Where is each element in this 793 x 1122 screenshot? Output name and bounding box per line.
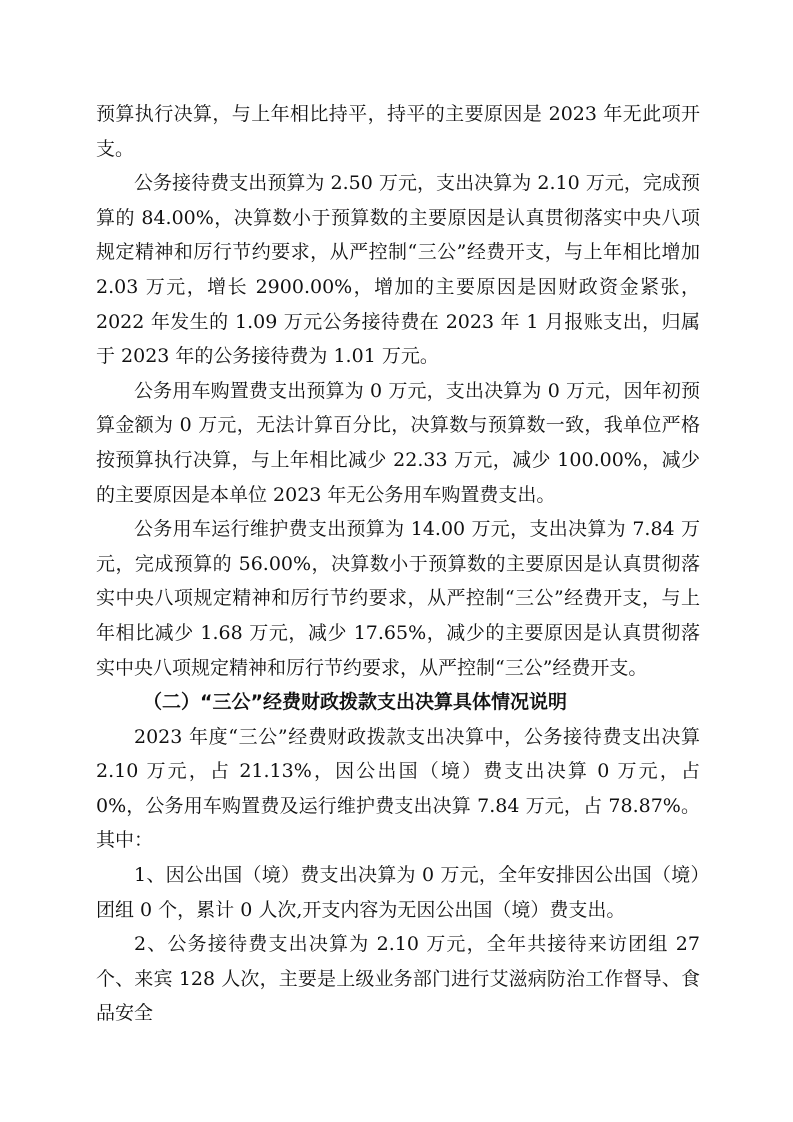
paragraph-item-2: 2、公务接待费支出决算为 2.10 万元，全年共接待来访团组 27 个、来宾 128 人次，主要是上级业务部门进行艾滋病防治工作督导、食品安全: [96, 933, 700, 1025]
paragraph-reception-expense: 公务接待费支出预算为 2.50 万元，支出决算为 2.10 万元，完成预算的 84.00%，决算数小于预算数的主要原因是认真贯彻落实中央八项规定精神和厉行节约要求，从严控制“三公”经费开支，与上年相比增加 2.03 万元，增长 2900.00%，增加的主要原因是因财政资金紧张，2022 年发生的 1.09 万元公务接待费在 2023 年 1 月报账支出，归属于 2023 年的公务接待费为 1.01 万元。: [96, 172, 700, 368]
paragraph-continuation: 预算执行决算，与上年相比持平，持平的主要原因是 2023 年无此项开支。: [96, 103, 700, 160]
paragraph-vehicle-maintenance: 公务用车运行维护费支出预算为 14.00 万元，支出决算为 7.84 万元，完成预算的 56.00%，决算数小于预算数的主要原因是认真贯彻落实中央八项规定精神和厉行节约要求，从严控制“三公”经费开支，与上年相比减少 1.68 万元，减少 17.65%，减少的主要原因是认真贯彻落实中央八项规定精神和厉行节约要求，从严控制“三公”经费开支。: [96, 518, 700, 679]
paragraph-summary: 2023 年度“三公”经费财政拨款支出决算中，公务接待费支出决算 2.10 万元，占 21.13%，因公出国（境）费支出决算 0 万元，占 0%，公务用车购置费及运行维护费支出决算 7.84 万元，占 78.87%。其中：: [96, 725, 700, 852]
document-body: [96, 97, 700, 1031]
section-heading: （二）“三公”经费财政拨款支出决算具体情况说明: [143, 691, 567, 714]
paragraph-item-1: 1、因公出国（境）费支出决算为 0 万元，全年安排因公出国（境）团组 0 个，累计 0 人次,开支内容为无因公出国（境）费支出。: [96, 864, 700, 921]
paragraph-vehicle-purchase: 公务用车购置费支出预算为 0 万元，支出决算为 0 万元，因年初预算金额为 0 万元，无法计算百分比，决算数与预算数一致，我单位严格按预算执行决算，与上年相比减少 22.33 万元，减少 100.00%，减少的主要原因是本单位 2023 年无公务用车购置费支出。: [96, 379, 700, 506]
